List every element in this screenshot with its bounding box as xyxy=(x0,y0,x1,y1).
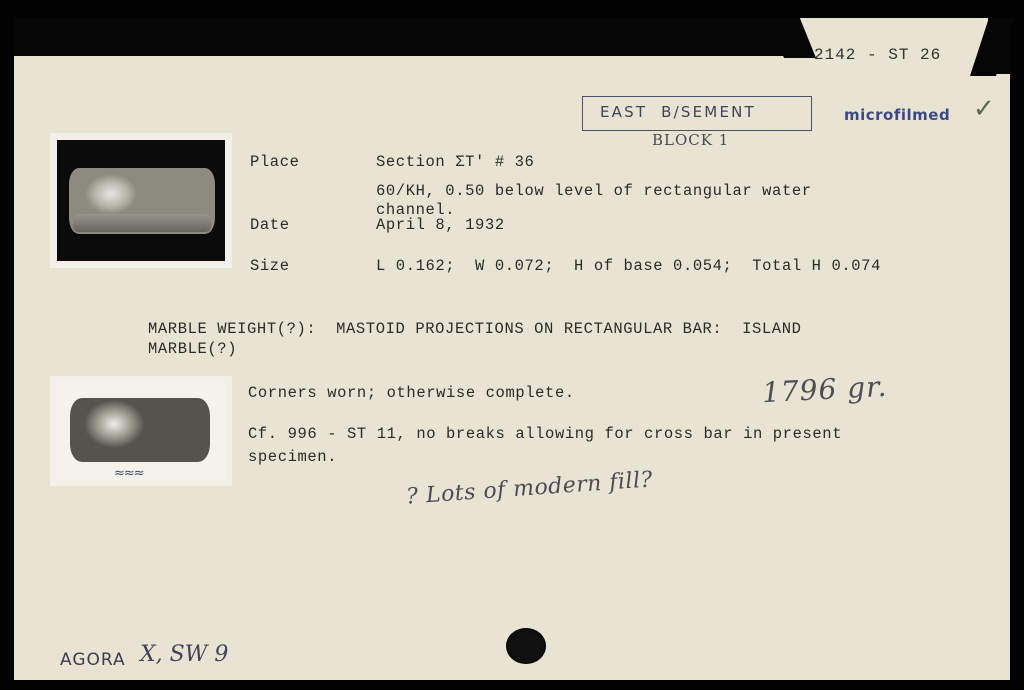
field-label-date: Date xyxy=(250,216,290,234)
accession-number: 2142 - ST 26 xyxy=(814,46,942,64)
specimen-object-top xyxy=(69,168,215,234)
field-value-place-extra-1: 60/KH, 0.50 below level of rectangular water xyxy=(376,182,812,200)
checkmark-icon: ✓ xyxy=(973,94,995,124)
photo-plate-dark xyxy=(57,140,225,261)
specimen-photo-bottom xyxy=(50,376,232,486)
field-label-size: Size xyxy=(250,257,290,275)
location-stamp-text: EAST B/SEMENT xyxy=(600,103,756,121)
specimen-photo-top xyxy=(50,133,232,268)
specimen-object-bottom xyxy=(70,398,210,462)
footer-collection-label: AGORA xyxy=(60,650,126,670)
condition-note: Corners worn; otherwise complete. xyxy=(248,384,575,402)
field-value-size: L 0.162; W 0.072; H of base 0.054; Total H 0.074 xyxy=(376,257,881,275)
comparison-line-2: specimen. xyxy=(248,448,338,466)
photo-annotation-scribble: ≈≈≈ xyxy=(114,466,144,480)
field-value-place-extra-2: channel. xyxy=(376,201,456,219)
footer-handwritten-code: X, SW 9 xyxy=(140,642,229,667)
description-line-2: MARBLE(?) xyxy=(148,340,238,358)
photo-plate-light xyxy=(56,382,226,480)
punch-hole xyxy=(506,628,546,664)
field-value-date: April 8, 1932 xyxy=(376,216,505,234)
comparison-line-1: Cf. 996 - ST 11, no breaks allowing for cross bar in present xyxy=(248,425,843,443)
field-value-place: Section ΣT' # 36 xyxy=(376,153,535,171)
handwritten-note: ? Lots of modern fill? xyxy=(405,467,654,510)
handwritten-weight: 1796 gr. xyxy=(761,369,889,410)
location-stamp-sublabel: BLOCK 1 xyxy=(652,131,730,149)
description-line-1: MARBLE WEIGHT(?): MASTOID PROJECTIONS ON RECTANGULAR BAR: ISLAND xyxy=(148,320,802,338)
card-notch-left xyxy=(14,18,794,56)
microfilmed-stamp: microfilmed xyxy=(844,106,951,124)
field-label-place: Place xyxy=(250,153,300,171)
catalog-card xyxy=(14,18,1010,680)
